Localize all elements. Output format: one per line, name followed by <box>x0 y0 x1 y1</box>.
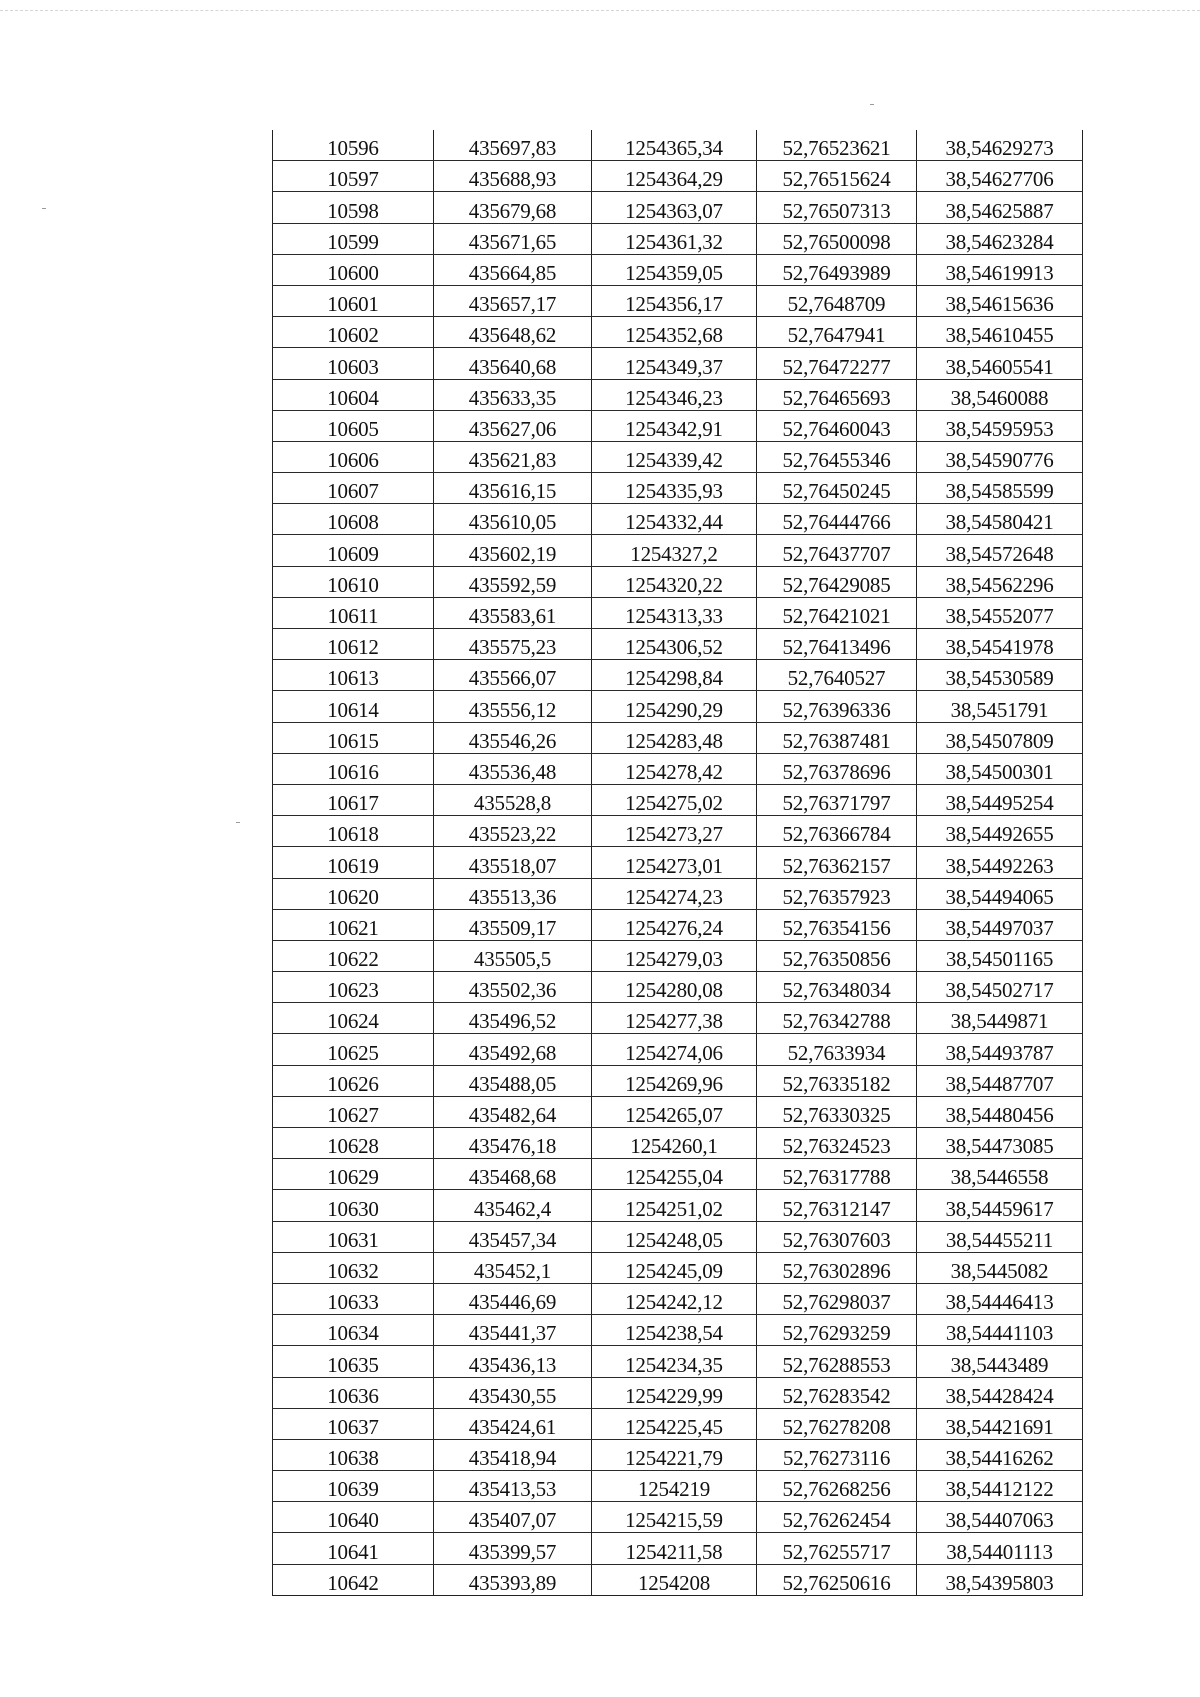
x-coordinate-cell: 435496,52 <box>434 1003 592 1034</box>
y-coordinate-cell: 1254274,23 <box>592 878 757 909</box>
latitude-cell: 52,76465693 <box>757 379 917 410</box>
y-coordinate-cell: 1254274,06 <box>592 1034 757 1065</box>
y-coordinate-cell: 1254363,07 <box>592 192 757 223</box>
latitude-cell: 52,7648709 <box>757 285 917 316</box>
table-row <box>273 566 1083 597</box>
x-coordinate-cell: 435592,59 <box>434 566 592 597</box>
latitude-cell: 52,76350856 <box>757 940 917 971</box>
x-coordinate-cell: 435488,05 <box>434 1065 592 1096</box>
y-coordinate-cell: 1254361,32 <box>592 223 757 254</box>
y-coordinate-cell: 1254278,42 <box>592 753 757 784</box>
point-number-cell: 10598 <box>273 192 434 223</box>
y-coordinate-cell: 1254275,02 <box>592 784 757 815</box>
latitude-cell: 52,76262454 <box>757 1502 917 1533</box>
longitude-cell: 38,54615636 <box>917 285 1083 316</box>
longitude-cell: 38,54473085 <box>917 1128 1083 1159</box>
x-coordinate-cell: 435616,15 <box>434 473 592 504</box>
longitude-cell: 38,54492655 <box>917 816 1083 847</box>
x-coordinate-cell: 435492,68 <box>434 1034 592 1065</box>
longitude-cell: 38,54580421 <box>917 504 1083 535</box>
scan-speck <box>42 208 46 209</box>
point-number-cell: 10617 <box>273 784 434 815</box>
table-row <box>273 1190 1083 1221</box>
table-row <box>273 1533 1083 1564</box>
y-coordinate-cell: 1254342,91 <box>592 410 757 441</box>
x-coordinate-cell: 435505,5 <box>434 940 592 971</box>
latitude-cell: 52,76515624 <box>757 161 917 192</box>
scan-speck <box>870 104 874 105</box>
point-number-cell: 10635 <box>273 1346 434 1377</box>
table-row <box>273 254 1083 285</box>
latitude-cell: 52,76288553 <box>757 1346 917 1377</box>
table-row <box>273 597 1083 628</box>
y-coordinate-cell: 1254229,99 <box>592 1377 757 1408</box>
y-coordinate-cell: 1254238,54 <box>592 1315 757 1346</box>
point-number-cell: 10627 <box>273 1096 434 1127</box>
point-number-cell: 10610 <box>273 566 434 597</box>
point-number-cell: 10630 <box>273 1190 434 1221</box>
x-coordinate-cell: 435509,17 <box>434 909 592 940</box>
table-row <box>273 816 1083 847</box>
x-coordinate-cell: 435502,36 <box>434 972 592 1003</box>
latitude-cell: 52,76354156 <box>757 909 917 940</box>
table-row <box>273 1159 1083 1190</box>
point-number-cell: 10605 <box>273 410 434 441</box>
latitude-cell: 52,76307603 <box>757 1221 917 1252</box>
longitude-cell: 38,54595953 <box>917 410 1083 441</box>
longitude-cell: 38,54627706 <box>917 161 1083 192</box>
latitude-cell: 52,76500098 <box>757 223 917 254</box>
x-coordinate-cell: 435446,69 <box>434 1283 592 1314</box>
point-number-cell: 10639 <box>273 1471 434 1502</box>
table-row <box>273 1221 1083 1252</box>
x-coordinate-cell: 435679,68 <box>434 192 592 223</box>
table-row <box>273 1252 1083 1283</box>
longitude-cell: 38,54487707 <box>917 1065 1083 1096</box>
x-coordinate-cell: 435523,22 <box>434 816 592 847</box>
longitude-cell: 38,5445082 <box>917 1252 1083 1283</box>
y-coordinate-cell: 1254279,03 <box>592 940 757 971</box>
latitude-cell: 52,76357923 <box>757 878 917 909</box>
latitude-cell: 52,76371797 <box>757 784 917 815</box>
table-row <box>273 629 1083 660</box>
longitude-cell: 38,54492263 <box>917 847 1083 878</box>
table-row <box>273 1034 1083 1065</box>
x-coordinate-cell: 435556,12 <box>434 691 592 722</box>
y-coordinate-cell: 1254260,1 <box>592 1128 757 1159</box>
longitude-cell: 38,54502717 <box>917 972 1083 1003</box>
y-coordinate-cell: 1254346,23 <box>592 379 757 410</box>
latitude-cell: 52,76413496 <box>757 629 917 660</box>
latitude-cell: 52,76450245 <box>757 473 917 504</box>
longitude-cell: 38,54412122 <box>917 1471 1083 1502</box>
table-row <box>273 878 1083 909</box>
longitude-cell: 38,54500301 <box>917 753 1083 784</box>
x-coordinate-cell: 435441,37 <box>434 1315 592 1346</box>
y-coordinate-cell: 1254219 <box>592 1471 757 1502</box>
y-coordinate-cell: 1254242,12 <box>592 1283 757 1314</box>
latitude-cell: 52,76278208 <box>757 1408 917 1439</box>
x-coordinate-cell: 435518,07 <box>434 847 592 878</box>
table-row <box>273 660 1083 691</box>
y-coordinate-cell: 1254298,84 <box>592 660 757 691</box>
latitude-cell: 52,76387481 <box>757 722 917 753</box>
y-coordinate-cell: 1254277,38 <box>592 1003 757 1034</box>
table-row <box>273 784 1083 815</box>
y-coordinate-cell: 1254339,42 <box>592 441 757 472</box>
y-coordinate-cell: 1254208 <box>592 1564 757 1595</box>
x-coordinate-cell: 435468,68 <box>434 1159 592 1190</box>
table-row <box>273 410 1083 441</box>
table-row <box>273 753 1083 784</box>
latitude-cell: 52,76335182 <box>757 1065 917 1096</box>
longitude-cell: 38,54530589 <box>917 660 1083 691</box>
y-coordinate-cell: 1254215,59 <box>592 1502 757 1533</box>
x-coordinate-cell: 435627,06 <box>434 410 592 441</box>
y-coordinate-cell: 1254269,96 <box>592 1065 757 1096</box>
latitude-cell: 52,76507313 <box>757 192 917 223</box>
latitude-cell: 52,76250616 <box>757 1564 917 1595</box>
x-coordinate-cell: 435436,13 <box>434 1346 592 1377</box>
latitude-cell: 52,76421021 <box>757 597 917 628</box>
table-row <box>273 317 1083 348</box>
table-row <box>273 223 1083 254</box>
table-row <box>273 161 1083 192</box>
longitude-cell: 38,54446413 <box>917 1283 1083 1314</box>
y-coordinate-cell: 1254280,08 <box>592 972 757 1003</box>
table-row <box>273 1315 1083 1346</box>
x-coordinate-cell: 435536,48 <box>434 753 592 784</box>
point-number-cell: 10609 <box>273 535 434 566</box>
point-number-cell: 10600 <box>273 254 434 285</box>
point-number-cell: 10611 <box>273 597 434 628</box>
latitude-cell: 52,76472277 <box>757 348 917 379</box>
table-row <box>273 909 1083 940</box>
latitude-cell: 52,76312147 <box>757 1190 917 1221</box>
point-number-cell: 10607 <box>273 473 434 504</box>
point-number-cell: 10628 <box>273 1128 434 1159</box>
x-coordinate-cell: 435513,36 <box>434 878 592 909</box>
table-row <box>273 130 1083 161</box>
y-coordinate-cell: 1254365,34 <box>592 130 757 161</box>
y-coordinate-cell: 1254225,45 <box>592 1408 757 1439</box>
longitude-cell: 38,54605541 <box>917 348 1083 379</box>
y-coordinate-cell: 1254364,29 <box>592 161 757 192</box>
point-number-cell: 10608 <box>273 504 434 535</box>
x-coordinate-cell: 435575,23 <box>434 629 592 660</box>
longitude-cell: 38,54441103 <box>917 1315 1083 1346</box>
point-number-cell: 10599 <box>273 223 434 254</box>
y-coordinate-cell: 1254356,17 <box>592 285 757 316</box>
longitude-cell: 38,54501165 <box>917 940 1083 971</box>
latitude-cell: 52,76523621 <box>757 130 917 161</box>
latitude-cell: 52,7633934 <box>757 1034 917 1065</box>
latitude-cell: 52,76396336 <box>757 691 917 722</box>
longitude-cell: 38,54590776 <box>917 441 1083 472</box>
longitude-cell: 38,54552077 <box>917 597 1083 628</box>
x-coordinate-cell: 435602,19 <box>434 535 592 566</box>
x-coordinate-cell: 435528,8 <box>434 784 592 815</box>
x-coordinate-cell: 435413,53 <box>434 1471 592 1502</box>
point-number-cell: 10629 <box>273 1159 434 1190</box>
table-row <box>273 972 1083 1003</box>
latitude-cell: 52,76302896 <box>757 1252 917 1283</box>
y-coordinate-cell: 1254320,22 <box>592 566 757 597</box>
y-coordinate-cell: 1254290,29 <box>592 691 757 722</box>
latitude-cell: 52,76455346 <box>757 441 917 472</box>
y-coordinate-cell: 1254245,09 <box>592 1252 757 1283</box>
point-number-cell: 10634 <box>273 1315 434 1346</box>
point-number-cell: 10623 <box>273 972 434 1003</box>
y-coordinate-cell: 1254234,35 <box>592 1346 757 1377</box>
point-number-cell: 10604 <box>273 379 434 410</box>
latitude-cell: 52,76268256 <box>757 1471 917 1502</box>
longitude-cell: 38,54507809 <box>917 722 1083 753</box>
longitude-cell: 38,54401113 <box>917 1533 1083 1564</box>
scan-edge-line <box>0 10 1200 11</box>
longitude-cell: 38,54421691 <box>917 1408 1083 1439</box>
x-coordinate-cell: 435671,65 <box>434 223 592 254</box>
longitude-cell: 38,54619913 <box>917 254 1083 285</box>
y-coordinate-cell: 1254349,37 <box>592 348 757 379</box>
y-coordinate-cell: 1254255,04 <box>592 1159 757 1190</box>
longitude-cell: 38,54572648 <box>917 535 1083 566</box>
x-coordinate-cell: 435462,4 <box>434 1190 592 1221</box>
longitude-cell: 38,54562296 <box>917 566 1083 597</box>
table-row <box>273 535 1083 566</box>
table-row <box>273 1564 1083 1595</box>
point-number-cell: 10602 <box>273 317 434 348</box>
longitude-cell: 38,54493787 <box>917 1034 1083 1065</box>
x-coordinate-cell: 435633,35 <box>434 379 592 410</box>
x-coordinate-cell: 435688,93 <box>434 161 592 192</box>
longitude-cell: 38,54585599 <box>917 473 1083 504</box>
point-number-cell: 10618 <box>273 816 434 847</box>
table-row <box>273 1502 1083 1533</box>
x-coordinate-cell: 435610,05 <box>434 504 592 535</box>
point-number-cell: 10633 <box>273 1283 434 1314</box>
latitude-cell: 52,76366784 <box>757 816 917 847</box>
x-coordinate-cell: 435583,61 <box>434 597 592 628</box>
latitude-cell: 52,7647941 <box>757 317 917 348</box>
x-coordinate-cell: 435546,26 <box>434 722 592 753</box>
point-number-cell: 10612 <box>273 629 434 660</box>
table-row <box>273 1096 1083 1127</box>
table-row <box>273 722 1083 753</box>
table-row <box>273 1439 1083 1470</box>
x-coordinate-cell: 435664,85 <box>434 254 592 285</box>
coordinates-table-body <box>273 130 1083 1595</box>
x-coordinate-cell: 435621,83 <box>434 441 592 472</box>
y-coordinate-cell: 1254276,24 <box>592 909 757 940</box>
table-row <box>273 1408 1083 1439</box>
x-coordinate-cell: 435476,18 <box>434 1128 592 1159</box>
x-coordinate-cell: 435399,57 <box>434 1533 592 1564</box>
point-number-cell: 10622 <box>273 940 434 971</box>
latitude-cell: 52,76348034 <box>757 972 917 1003</box>
y-coordinate-cell: 1254221,79 <box>592 1439 757 1470</box>
longitude-cell: 38,5449871 <box>917 1003 1083 1034</box>
y-coordinate-cell: 1254248,05 <box>592 1221 757 1252</box>
point-number-cell: 10632 <box>273 1252 434 1283</box>
table-row <box>273 1283 1083 1314</box>
point-number-cell: 10620 <box>273 878 434 909</box>
longitude-cell: 38,54455211 <box>917 1221 1083 1252</box>
scan-speck <box>236 822 240 823</box>
y-coordinate-cell: 1254306,52 <box>592 629 757 660</box>
latitude-cell: 52,7640527 <box>757 660 917 691</box>
table-row <box>273 1128 1083 1159</box>
point-number-cell: 10636 <box>273 1377 434 1408</box>
y-coordinate-cell: 1254265,07 <box>592 1096 757 1127</box>
table-row <box>273 1003 1083 1034</box>
x-coordinate-cell: 435418,94 <box>434 1439 592 1470</box>
longitude-cell: 38,54416262 <box>917 1439 1083 1470</box>
point-number-cell: 10626 <box>273 1065 434 1096</box>
longitude-cell: 38,54541978 <box>917 629 1083 660</box>
x-coordinate-cell: 435430,55 <box>434 1377 592 1408</box>
point-number-cell: 10606 <box>273 441 434 472</box>
table-row <box>273 1346 1083 1377</box>
longitude-cell: 38,5446558 <box>917 1159 1083 1190</box>
longitude-cell: 38,54623284 <box>917 223 1083 254</box>
y-coordinate-cell: 1254283,48 <box>592 722 757 753</box>
x-coordinate-cell: 435697,83 <box>434 130 592 161</box>
latitude-cell: 52,76493989 <box>757 254 917 285</box>
y-coordinate-cell: 1254313,33 <box>592 597 757 628</box>
longitude-cell: 38,54480456 <box>917 1096 1083 1127</box>
table-row <box>273 847 1083 878</box>
longitude-cell: 38,5460088 <box>917 379 1083 410</box>
latitude-cell: 52,76342788 <box>757 1003 917 1034</box>
longitude-cell: 38,54395803 <box>917 1564 1083 1595</box>
y-coordinate-cell: 1254332,44 <box>592 504 757 535</box>
x-coordinate-cell: 435648,62 <box>434 317 592 348</box>
latitude-cell: 52,76317788 <box>757 1159 917 1190</box>
point-number-cell: 10631 <box>273 1221 434 1252</box>
table-row <box>273 441 1083 472</box>
x-coordinate-cell: 435452,1 <box>434 1252 592 1283</box>
longitude-cell: 38,54459617 <box>917 1190 1083 1221</box>
latitude-cell: 52,76362157 <box>757 847 917 878</box>
point-number-cell: 10642 <box>273 1564 434 1595</box>
point-number-cell: 10615 <box>273 722 434 753</box>
longitude-cell: 38,54625887 <box>917 192 1083 223</box>
point-number-cell: 10616 <box>273 753 434 784</box>
longitude-cell: 38,54629273 <box>917 130 1083 161</box>
longitude-cell: 38,54497037 <box>917 909 1083 940</box>
table-row <box>273 1377 1083 1408</box>
x-coordinate-cell: 435457,34 <box>434 1221 592 1252</box>
table-row <box>273 473 1083 504</box>
point-number-cell: 10638 <box>273 1439 434 1470</box>
point-number-cell: 10613 <box>273 660 434 691</box>
longitude-cell: 38,5443489 <box>917 1346 1083 1377</box>
y-coordinate-cell: 1254335,93 <box>592 473 757 504</box>
longitude-cell: 38,54494065 <box>917 878 1083 909</box>
latitude-cell: 52,76437707 <box>757 535 917 566</box>
point-number-cell: 10597 <box>273 161 434 192</box>
latitude-cell: 52,76378696 <box>757 753 917 784</box>
table-row <box>273 192 1083 223</box>
latitude-cell: 52,76255717 <box>757 1533 917 1564</box>
table-row <box>273 285 1083 316</box>
longitude-cell: 38,54428424 <box>917 1377 1083 1408</box>
longitude-cell: 38,54610455 <box>917 317 1083 348</box>
table-row <box>273 1065 1083 1096</box>
point-number-cell: 10601 <box>273 285 434 316</box>
y-coordinate-cell: 1254211,58 <box>592 1533 757 1564</box>
table-row <box>273 348 1083 379</box>
x-coordinate-cell: 435393,89 <box>434 1564 592 1595</box>
latitude-cell: 52,76293259 <box>757 1315 917 1346</box>
table-row <box>273 691 1083 722</box>
table-row <box>273 504 1083 535</box>
point-number-cell: 10640 <box>273 1502 434 1533</box>
longitude-cell: 38,5451791 <box>917 691 1083 722</box>
latitude-cell: 52,76330325 <box>757 1096 917 1127</box>
point-number-cell: 10641 <box>273 1533 434 1564</box>
y-coordinate-cell: 1254352,68 <box>592 317 757 348</box>
latitude-cell: 52,76273116 <box>757 1439 917 1470</box>
latitude-cell: 52,76429085 <box>757 566 917 597</box>
latitude-cell: 52,76283542 <box>757 1377 917 1408</box>
y-coordinate-cell: 1254359,05 <box>592 254 757 285</box>
latitude-cell: 52,76298037 <box>757 1283 917 1314</box>
latitude-cell: 52,76444766 <box>757 504 917 535</box>
x-coordinate-cell: 435566,07 <box>434 660 592 691</box>
y-coordinate-cell: 1254327,2 <box>592 535 757 566</box>
table-row <box>273 940 1083 971</box>
latitude-cell: 52,76324523 <box>757 1128 917 1159</box>
table-row <box>273 379 1083 410</box>
y-coordinate-cell: 1254273,27 <box>592 816 757 847</box>
point-number-cell: 10625 <box>273 1034 434 1065</box>
point-number-cell: 10624 <box>273 1003 434 1034</box>
x-coordinate-cell: 435407,07 <box>434 1502 592 1533</box>
point-number-cell: 10614 <box>273 691 434 722</box>
x-coordinate-cell: 435424,61 <box>434 1408 592 1439</box>
latitude-cell: 52,76460043 <box>757 410 917 441</box>
point-number-cell: 10621 <box>273 909 434 940</box>
x-coordinate-cell: 435482,64 <box>434 1096 592 1127</box>
coordinates-table <box>272 130 1083 1596</box>
y-coordinate-cell: 1254251,02 <box>592 1190 757 1221</box>
y-coordinate-cell: 1254273,01 <box>592 847 757 878</box>
table-row <box>273 1471 1083 1502</box>
longitude-cell: 38,54407063 <box>917 1502 1083 1533</box>
point-number-cell: 10596 <box>273 130 434 161</box>
x-coordinate-cell: 435640,68 <box>434 348 592 379</box>
x-coordinate-cell: 435657,17 <box>434 285 592 316</box>
point-number-cell: 10603 <box>273 348 434 379</box>
point-number-cell: 10637 <box>273 1408 434 1439</box>
point-number-cell: 10619 <box>273 847 434 878</box>
longitude-cell: 38,54495254 <box>917 784 1083 815</box>
